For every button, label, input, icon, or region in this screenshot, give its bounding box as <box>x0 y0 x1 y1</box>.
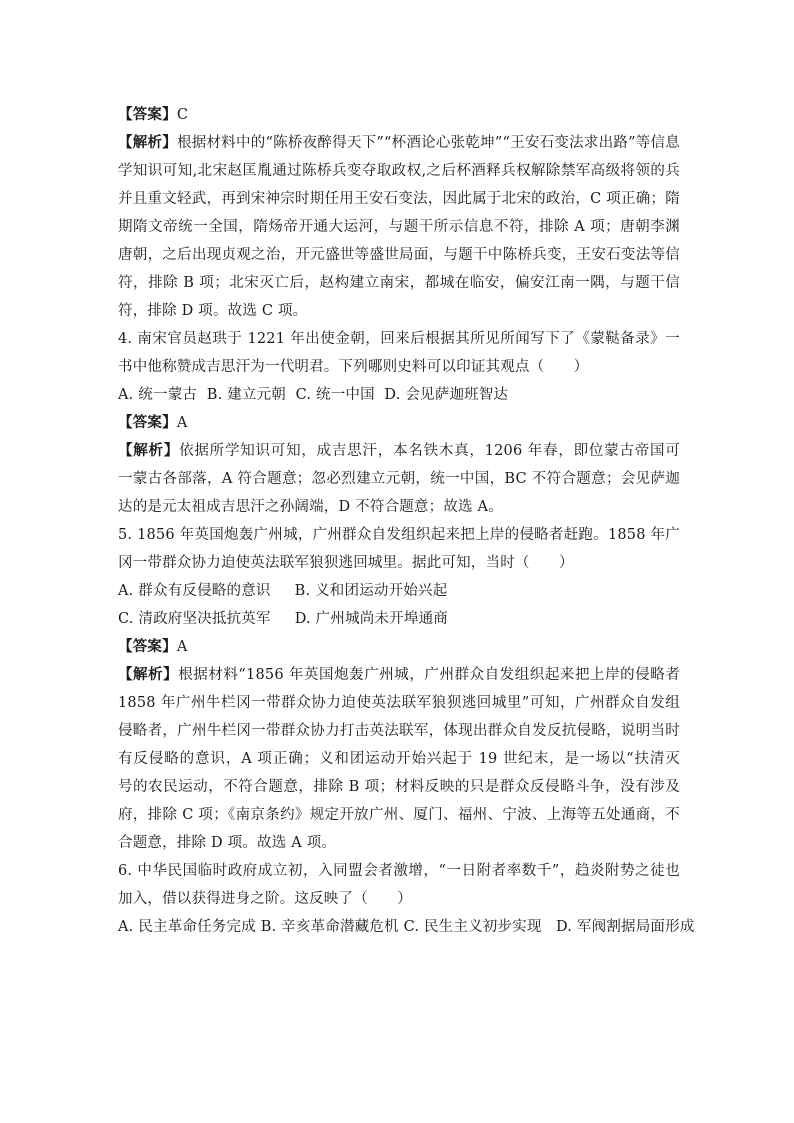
answer-tag: 【答案】 <box>118 638 177 655</box>
analysis-line <box>118 213 680 241</box>
analysis-text: 1858 年广州牛栏冈一带群众协力迫使英法联军狼狈逃回城里”可知，广州群众自发组 <box>118 695 680 711</box>
analysis-text: 根据材料中的“陈桥夜醉得天下”“杯酒论心张乾坤”“王安石变法求出路”等信息 <box>177 135 680 151</box>
question-line <box>118 857 680 885</box>
analysis-tag: 【解析】 <box>118 442 180 459</box>
question-block <box>118 857 680 913</box>
analysis-block <box>118 129 680 325</box>
analysis-text: 符，排除 B 项；北宋灭亡后，赵构建立南宋，都城在临安，偏安江南一隅，与题干信 <box>118 275 680 291</box>
analysis-line <box>118 297 680 325</box>
analysis-text: 依据所学知识可知，成吉思汗，本名铁木真，1206 年春，即位蒙古帝国可 <box>179 443 680 459</box>
analysis-line <box>118 717 680 745</box>
options-text: A. 群众有反侵略的意识 B. 义和团运动开始兴起 <box>118 583 448 599</box>
analysis-line <box>118 465 680 493</box>
options-text: A. 统一蒙古 B. 建立元朝 C. 统一中国 D. 会见萨迦班智达 <box>118 387 509 403</box>
analysis-line <box>118 157 680 185</box>
analysis-block <box>118 437 680 521</box>
answer-tag: 【答案】 <box>118 106 177 123</box>
answer-tag: 【答案】 <box>118 414 177 431</box>
answer-value: C <box>176 107 189 123</box>
question-line <box>118 521 680 549</box>
analysis-text: 根据材料“1856 年英国炮轰广州城，广州群众自发组织起来把上岸的侵略者 <box>178 667 680 683</box>
answer-block <box>118 633 680 661</box>
answer-block <box>118 409 680 437</box>
analysis-line <box>118 437 680 465</box>
question-line <box>118 885 680 913</box>
analysis-line <box>118 269 680 297</box>
options-text: A. 民主革命任务完成 B. 辛亥革命潜藏危机 C. 民生主义初步实现 D. 军阀割据局面形成 <box>118 919 695 935</box>
analysis-line <box>118 829 680 857</box>
analysis-line <box>118 129 680 157</box>
analysis-block <box>118 661 680 857</box>
analysis-text: 府，排除 C 项；《南京条约》规定开放广州、厦门、福州、宁波、上海等五处通商，不 <box>118 807 680 823</box>
analysis-line <box>118 689 680 717</box>
options-text: C. 清政府坚决抵抗英军 D. 广州城尚未开埠通商 <box>118 611 448 627</box>
options-block <box>118 913 695 941</box>
analysis-tag: 【解析】 <box>118 666 179 683</box>
question-text: 加入，借以获得进身之阶。这反映了（ ） <box>118 891 412 907</box>
analysis-text: 符，排除 D 项。故选 C 项。 <box>118 303 308 319</box>
document-page <box>118 101 695 941</box>
analysis-text: 达的是元太祖成吉思汗之孙阔端，D 不符合题意；故选 A。 <box>118 499 503 515</box>
options-block <box>118 381 680 409</box>
analysis-line <box>118 773 680 801</box>
analysis-text: 一蒙古各部落，A 符合题意；忽必烈建立元朝，统一中国，BC 不符合题意；会见萨迦 <box>118 471 680 487</box>
analysis-text: 号的农民运动，不符合题意，排除 B 项；材料反映的只是群众反侵略斗争，没有涉及 <box>118 779 680 795</box>
analysis-text: 学知识可知,北宋赵匡胤通过陈桥兵变夺取政权,之后杯酒释兵权解除禁军高级将领的兵 <box>118 163 680 179</box>
question-line <box>118 353 680 381</box>
answer-line <box>118 633 680 661</box>
analysis-text: 并且重文轻武，再到宋神宗时期任用王安石变法，因此属于北宋的政治，C 项正确；隋 <box>118 191 680 207</box>
question-text: 6. 中华民国临时政府成立初，入同盟会者激增，“一日附者率数千”，趋炎附势之徒也 <box>118 863 680 879</box>
analysis-line <box>118 745 680 773</box>
answer-line <box>118 409 680 437</box>
analysis-text: 有反侵略的意识，A 项正确；义和团运动开始兴起于 19 世纪末，是一场以“扶清灭 <box>118 751 680 767</box>
question-block <box>118 521 680 577</box>
analysis-text: 侵略者，广州牛栏冈一带群众协力打击英法联军，体现出群众自发反抗侵略，说明当时 <box>118 723 680 739</box>
analysis-line <box>118 661 680 689</box>
question-line <box>118 549 680 577</box>
question-text: 书中他称赞成吉思汗为一代明君。下列哪则史料可以印证其观点（ ） <box>118 359 589 375</box>
analysis-text: 期隋文帝统一全国，隋炀帝开通大运河，与题干所示信息不符，排除 A 项；唐朝李渊 <box>118 219 680 235</box>
analysis-line <box>118 185 680 213</box>
question-line <box>118 325 680 353</box>
answer-value: A <box>176 639 188 655</box>
options-line <box>118 913 695 941</box>
analysis-text: 合题意，排除 D 项。故选 A 项。 <box>118 835 337 851</box>
options-line <box>118 577 680 605</box>
question-text: 冈一带群众协力迫使英法联军狼狈逃回城里。据此可知，当时（ ） <box>118 555 574 571</box>
answer-value: A <box>176 415 188 431</box>
answer-block <box>118 101 680 129</box>
question-block <box>118 325 680 381</box>
question-text: 4. 南宋官员赵珙于 1221 年出使金朝，回来后根据其所见所闻写下了《蒙鞑备录》一 <box>118 331 680 347</box>
answer-line <box>118 101 680 129</box>
question-text: 5. 1856 年英国炮轰广州城，广州群众自发组织起来把上岸的侵略者赶跑。1858 年广 <box>118 527 680 543</box>
analysis-line <box>118 493 680 521</box>
analysis-line <box>118 801 680 829</box>
options-line <box>118 605 680 633</box>
analysis-line <box>118 241 680 269</box>
analysis-text: 唐朝，之后出现贞观之治，开元盛世等盛世局面，与题干中陈桥兵变，王安石变法等信 <box>118 247 680 263</box>
options-line <box>118 381 680 409</box>
analysis-tag: 【解析】 <box>118 134 177 151</box>
options-block <box>118 577 680 633</box>
